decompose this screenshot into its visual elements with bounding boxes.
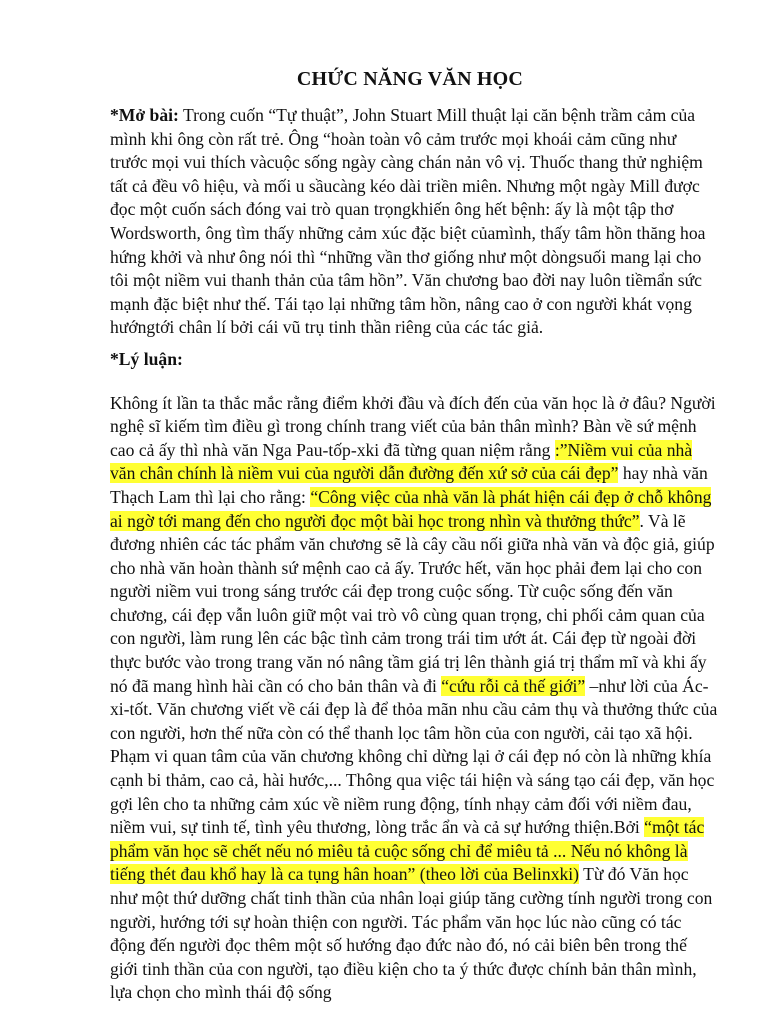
document-title: CHỨC NĂNG VĂN HỌC bbox=[296, 68, 524, 90]
highlight-quote-thach-lam: “Công việc của nhà văn là phát hiện cái đẹp ở chỗ không ai ngờ tới mang đến cho người đọc một bài học trong nhìn và thưởng thức” bbox=[110, 486, 712, 531]
intro-label: *Mở bài: bbox=[110, 105, 179, 125]
theory-paragraph bbox=[110, 392, 718, 1005]
theory-text-5: Từ đó Văn học như một thứ dưỡng chất tinh thần của nhân loại giúp tăng cường tính người trong con người, hướng tới sự hoàn thiện con người. Tác phẩm văn học lúc nào cũng có tác động đến người đọc thêm một số hướng đạo đức nào đó, nó cải biên bên trong thế giới tinh thần của con người, tạo điều kiện cho ta ý thức được chính bản thân mình, lựa chọn cho mình thái độ sống bbox=[110, 864, 713, 1003]
theory-heading bbox=[110, 348, 718, 372]
theory-text-2: hay nhà văn Thạch Lam thì lại cho rằng: bbox=[110, 463, 708, 507]
theory-text-1: Không ít lần ta thắc mắc rằng điểm khởi đầu và đích đến của văn học là ở đâu? Người nghệ sĩ kiếm tìm điều gì trong chính trang viết của bản thân mình? Bàn về sứ mệnh cao cả ấy thì nhà văn Nga Pau-tốp-xki đã từng quan niệm rằng bbox=[110, 392, 716, 460]
highlight-quote-belinsky: “một tác phẩm văn học sẽ chết nếu nó miêu tả cuộc sống chỉ để miêu tả ... Nếu nó không là tiếng thét đau khổ hay là ca tụng hân hoan” (theo lời của Belinxki) bbox=[110, 817, 705, 885]
intro-text: Trong cuốn “Tự thuật”, John Stuart Mill thuật lại căn bệnh trầm cảm của mình khi ông còn rất trẻ. Ông “hoàn toàn vô cảm trước mọi khoái cảm cũng như trước mọi vui thích vàcuộc sống ngày càng chán nản vô vị. Thuốc thang thử nghiệm tất cả đều vô hiệu, và mối u sầucàng kéo dài triền miên. Nhưng một ngày Mill được đọc một cuốn sách đóng vai trò quan trọngkhiến ông hết bệnh: ấy là một tập thơ Wordsworth, ông tìm thấy những cảm xúc đặc biệt củamình, thấy tâm hồn thăng hoa hứng khởi và như ông nói thì “những vần thơ giống như một dòngsuối mang lại cho tôi một niềm vui thanh thản của tâm hồn”. Văn chương bao đời nay luôn tiềmẩn sức mạnh đặc biệt như thế. Tái tạo lại những tâm hồn, nâng cao ở con người khát vọng hướngtới chân lí bởi cái vũ trụ tinh thần riêng của các tác giả. bbox=[110, 105, 706, 338]
highlight-quote-paustovsky: :”Niềm vui của nhà văn chân chính là niềm vui của người dẫn đường đến xứ sở của cái đẹp” bbox=[110, 439, 693, 484]
theory-text-3: . Và lẽ đương nhiên các tác phẩm văn chương sẽ là cây cầu nối giữa nhà văn và độc giả, giúp cho nhà văn hoàn thành sứ mệnh cao cả ấy. Trước hết, văn học phải đem lại cho con người niềm vui trong sáng trước cái đẹp trong cuộc sống. Từ cuộc sống đến văn chương, cái đẹp vẫn luôn giữ một vai trò vô cùng quan trọng, chi phối cảm quan của con người, làm rung lên các bậc tình cảm trong trái tim ướt át. Cái đẹp từ ngoài đời thực bước vào trong trang văn nó nâng tầm giá trị lên thành giá trị thẩm mĩ và khi ấy nó đã mang hình hài cần có cho bản thân và đi bbox=[110, 510, 715, 696]
spacer bbox=[110, 340, 718, 348]
intro-paragraph bbox=[110, 104, 718, 340]
spacer bbox=[110, 372, 718, 392]
theory-label: *Lý luận: bbox=[110, 348, 183, 369]
theory-text-4: –như lời của Ác-xi-tốt. Văn chương viết về cái đẹp là để thỏa mãn nhu cầu cảm thụ và thưởng thức của con người, hơn thế nữa còn có thể thanh lọc tâm hồn của con người, cải tạo xã hội. Phạm vi quan tâm của văn chương không chỉ dừng lại ở cái đẹp nó còn là những khía cạnh bi thảm, cao cả, hài hước,... Thông qua việc tái hiện và sáng tạo cái đẹp, văn học gợi lên cho ta những cảm xúc về niềm rung động, tính nhạy cảm đối với niềm đau, niềm vui, sự tinh tế, tình yêu thương, lòng trắc ẩn và cả sự hướng thiện.Bởi bbox=[110, 675, 718, 838]
highlight-quote-save-world: “cứu rỗi cả thế giới” bbox=[441, 675, 586, 696]
